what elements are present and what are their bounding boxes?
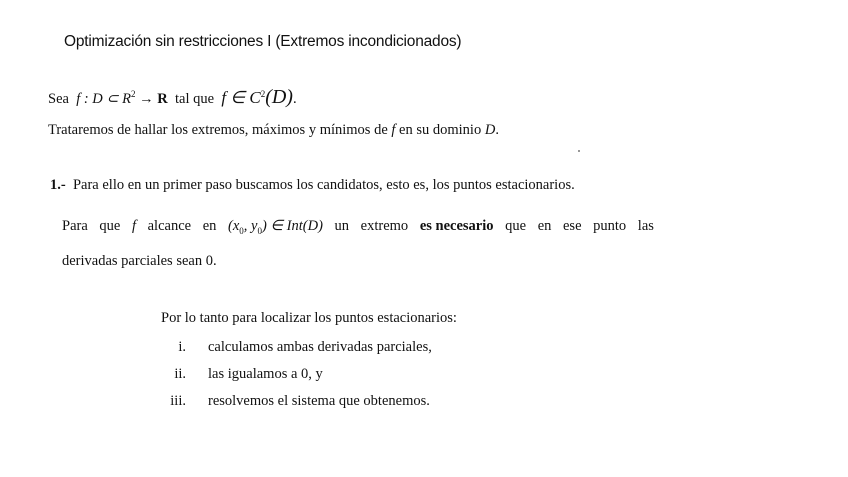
objective-end: . (495, 122, 499, 138)
function-map: f : D ⊂ R (76, 91, 132, 107)
y-subscript: 0 (257, 225, 262, 236)
list-item-text: resolvemos el sistema que obtenemos. (208, 393, 430, 409)
word: punto (593, 218, 627, 234)
objective-text-b: en su dominio (395, 122, 485, 138)
word: en (202, 218, 217, 234)
definition-line (48, 86, 297, 109)
f-symbol: f (391, 122, 396, 138)
list-number: ii. (174, 366, 186, 382)
slide-title: Optimización sin restricciones I (Extremos incondicionados) (64, 33, 462, 50)
word: que (99, 218, 121, 234)
list-item-text: las igualamos a 0, y (208, 366, 323, 382)
word: que (505, 218, 527, 234)
word: extremo (360, 218, 409, 234)
word: alcance (147, 218, 192, 234)
word: ese (563, 218, 582, 234)
list-number: iii. (170, 393, 186, 409)
tal-que: tal que (175, 91, 215, 107)
period: . (292, 91, 297, 107)
word: un (334, 218, 350, 234)
list-lead: Por lo tanto para localizar los puntos estacionarios: (161, 310, 457, 326)
word: las (637, 218, 654, 234)
step-text: Para ello en un primer paso buscamos los candidatos, esto es, los puntos estacionarios. (72, 177, 575, 193)
step-one (50, 177, 575, 194)
d-symbol: D (484, 122, 496, 138)
f-in-c: f ∈ C (221, 88, 261, 107)
point-open: (x (228, 218, 240, 234)
objective-line (48, 122, 499, 139)
bold-phrase: es necesario (419, 218, 494, 234)
point-int: ) ∈ Int(D) (261, 218, 323, 234)
word: Para (62, 218, 88, 234)
x-subscript: 0 (239, 225, 244, 236)
objective-text: Trataremos de hallar los extremos, máximos y mínimos de (48, 122, 392, 138)
condition-line (62, 218, 654, 236)
point-y: , y (243, 218, 258, 234)
step-number: 1.- (50, 177, 66, 193)
f-symbol: f (131, 218, 136, 234)
word: en (537, 218, 552, 234)
sea-word: Sea (48, 91, 69, 107)
c-exponent: 2 (260, 89, 266, 100)
point-expression (228, 218, 323, 236)
c-argument: (D) (265, 86, 293, 108)
condition-line-2: derivadas parciales sean 0. (62, 253, 217, 269)
arrow-r: → R (139, 91, 168, 107)
stray-dot (578, 150, 580, 152)
r-exponent: 2 (131, 89, 136, 100)
list-item-text: calculamos ambas derivadas parciales, (208, 339, 432, 355)
list-number: i. (178, 339, 186, 355)
